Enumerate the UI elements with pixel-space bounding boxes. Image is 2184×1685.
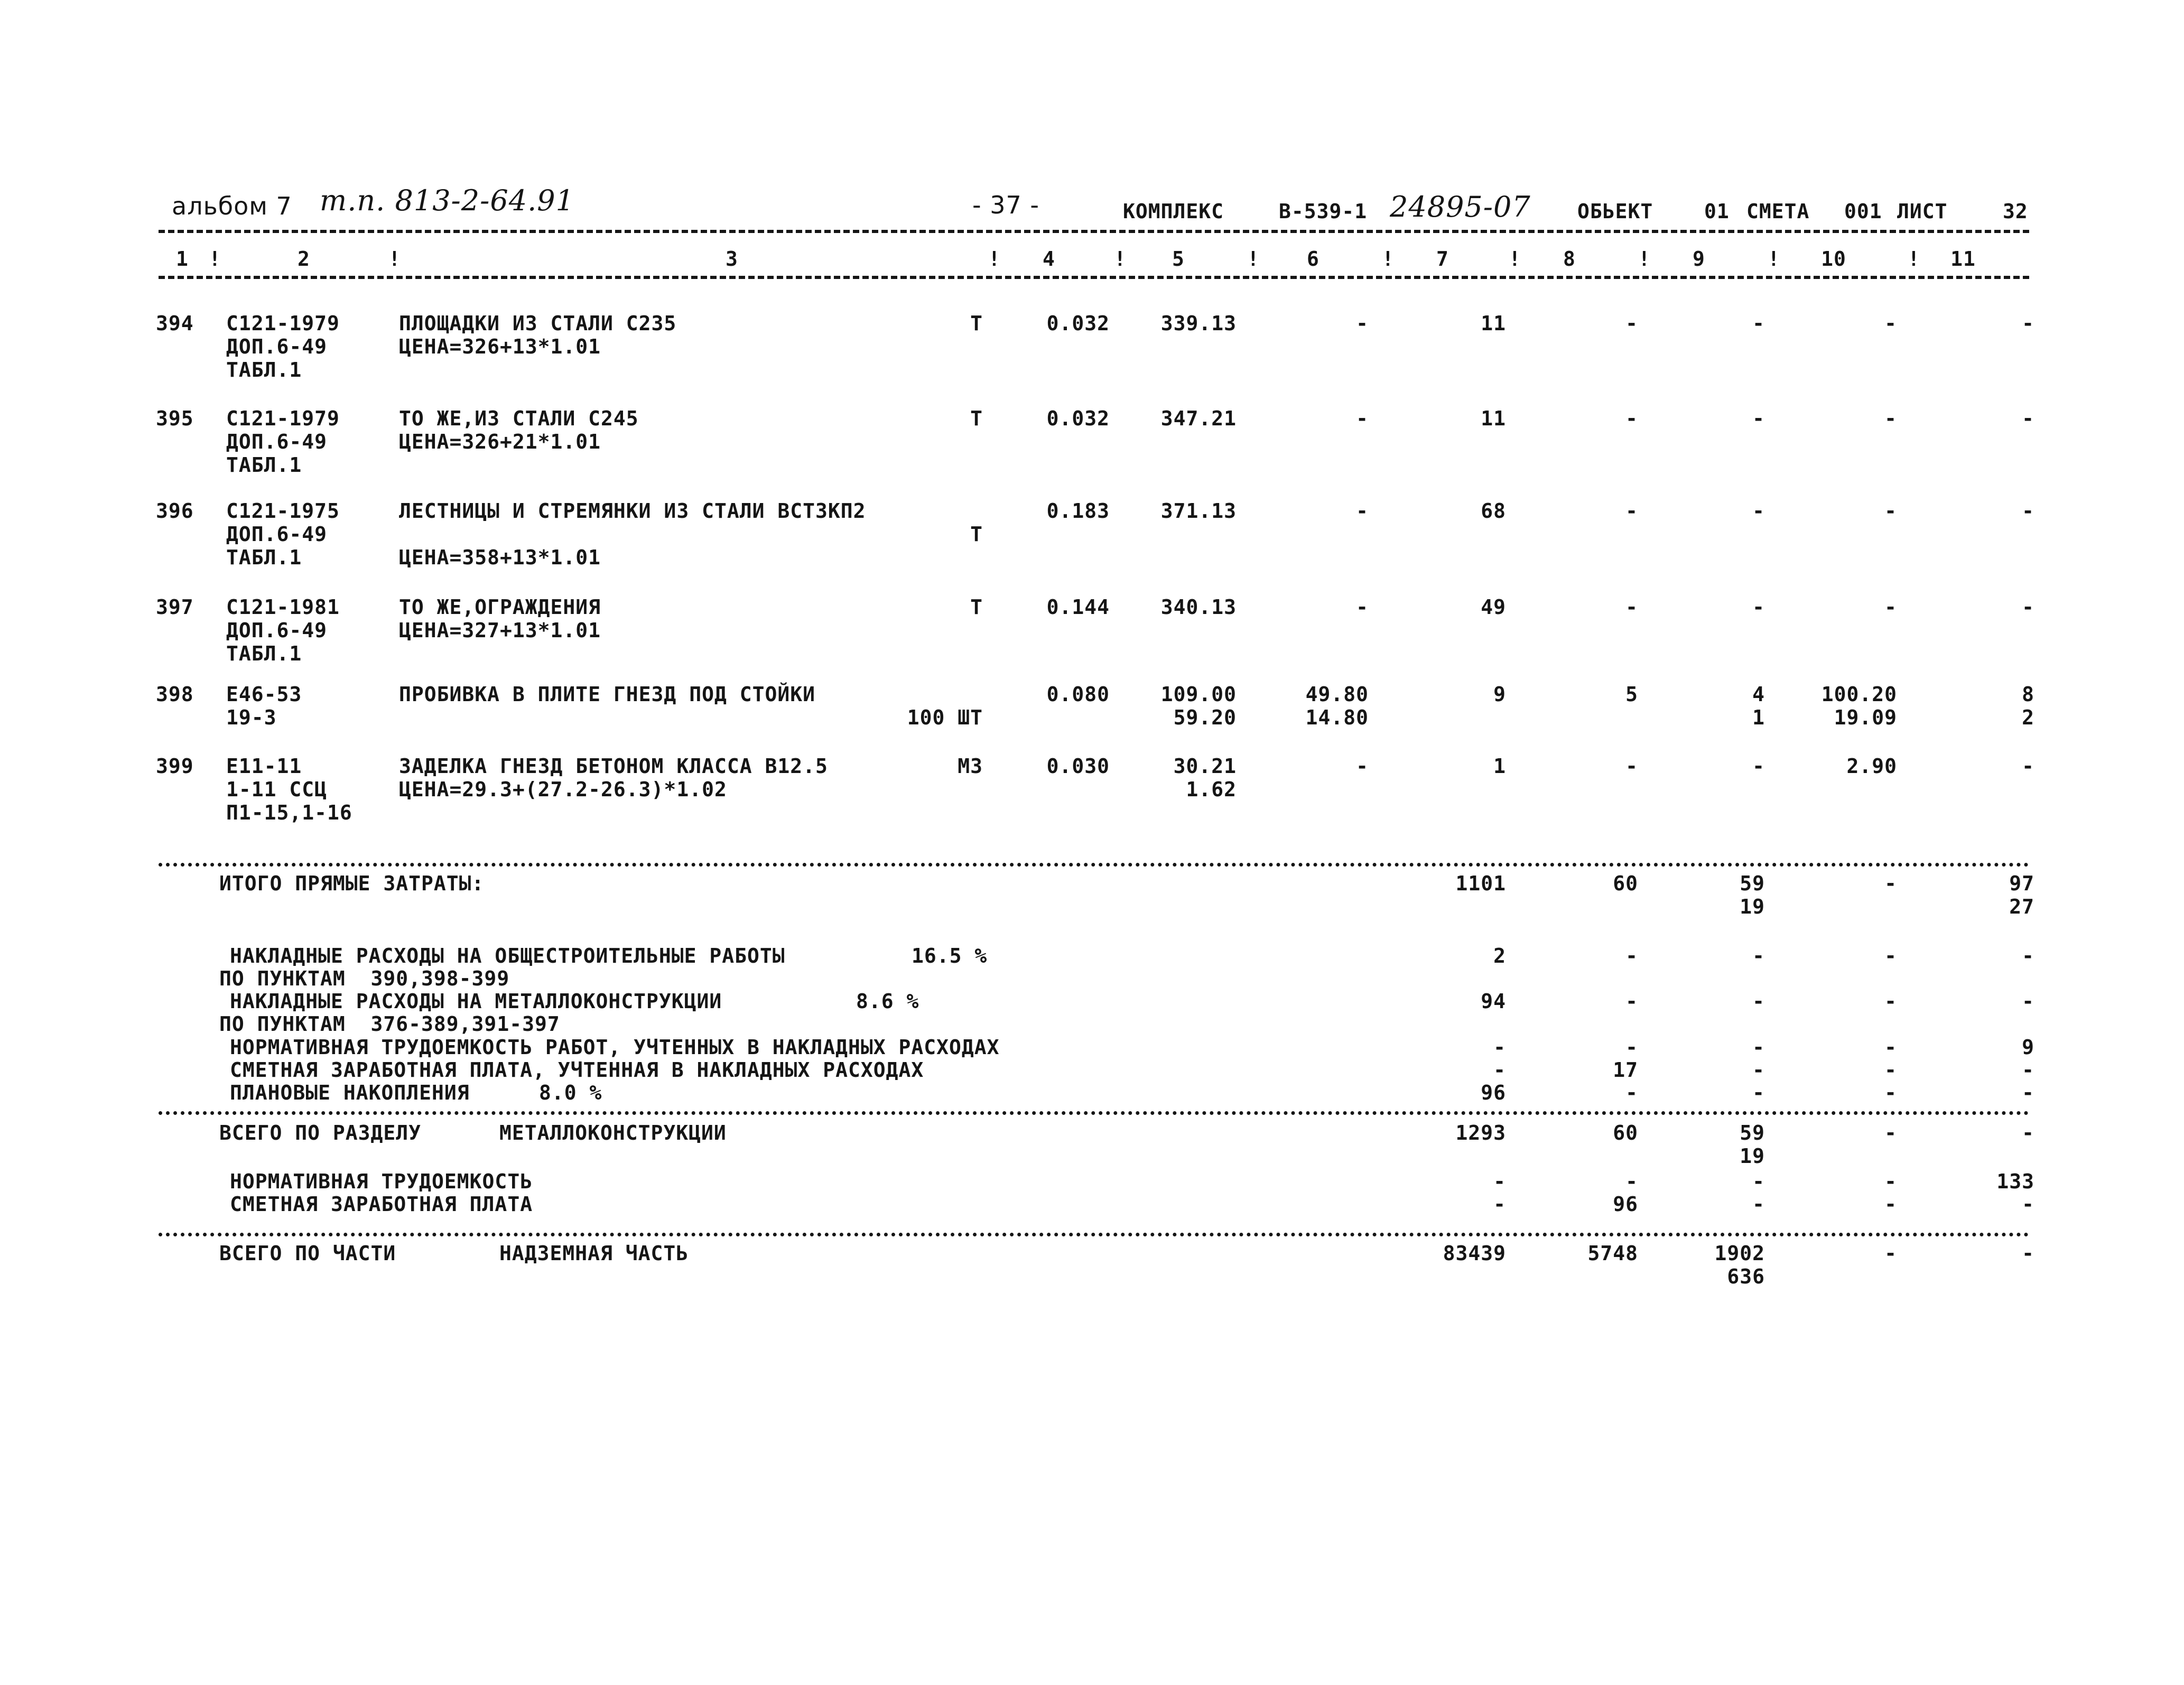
overhead-label: СМЕТНАЯ ЗАРАБОТНАЯ ПЛАТА, УЧТЕННАЯ В НАКЛАДНЫХ РАСХОДАХ — [230, 1058, 924, 1082]
tp-number-handwritten: т.п. 813-2-64.91 — [320, 184, 574, 217]
chast-col11: - — [2022, 1242, 2034, 1265]
column-separator: ! — [1114, 247, 1127, 271]
row-col11: 8 — [2022, 683, 2034, 706]
row-description: ЦЕНА=327+13*1.01 — [399, 619, 601, 642]
row-quantity: 0.032 — [1046, 312, 1110, 335]
column-separator: ! — [1768, 247, 1780, 271]
row-description: ЦЕНА=326+13*1.01 — [399, 335, 601, 358]
row-col9: - — [1752, 755, 1765, 778]
overhead-c7: 94 — [1481, 990, 1506, 1013]
row-unit-cost: 371.13 — [1160, 499, 1237, 523]
row-col11: - — [2022, 595, 2034, 619]
row-description: ЛЕСТНИЦЫ И СТРЕМЯНКИ ИЗ СТАЛИ ВСТ3КП2 — [399, 499, 866, 523]
summary-rule — [159, 863, 2029, 867]
itogo-col9: 19 — [1740, 895, 1765, 918]
column-header-4: 4 — [1043, 247, 1055, 271]
row-col8: 5 — [1625, 683, 1638, 706]
row-col6: 14.80 — [1305, 706, 1369, 729]
row-col11: - — [2022, 407, 2034, 430]
overhead-c7: - — [1493, 1036, 1506, 1059]
overhead-c9: - — [1752, 1058, 1765, 1082]
overhead-label: ПЛАНОВЫЕ НАКОПЛЕНИЯ — [230, 1081, 470, 1104]
row-col9: - — [1752, 312, 1765, 335]
row-col6: - — [1356, 755, 1369, 778]
row-unit: М3 — [958, 755, 983, 778]
itogo-col10: - — [1884, 872, 1897, 895]
overhead-c7: - — [1493, 1058, 1506, 1082]
row-unit-cost: 109.00 — [1160, 683, 1237, 706]
row-col8: - — [1625, 755, 1638, 778]
row-total-cost: 11 — [1481, 312, 1506, 335]
row-norm-code: ДОП.6-49 — [226, 619, 328, 642]
kompleks-code: В-539-1 — [1279, 200, 1368, 223]
row-norm-code: ТАБЛ.1 — [226, 642, 302, 665]
column-header-1: 1 — [176, 247, 189, 271]
row-col11: 2 — [2022, 706, 2034, 729]
razdel-rule — [159, 1111, 2029, 1115]
row-total-cost: 68 — [1481, 499, 1506, 523]
row-unit: 100 ШТ — [907, 706, 983, 729]
column-separator: ! — [1638, 247, 1651, 271]
row-unit: Т — [970, 312, 983, 335]
row-total-cost: 9 — [1493, 683, 1506, 706]
row-col10: 100.20 — [1821, 683, 1897, 706]
column-separator: ! — [1382, 247, 1395, 271]
overhead-c11: 9 — [2022, 1036, 2034, 1059]
row-unit-cost: 339.13 — [1160, 312, 1237, 335]
razdel-col11: - — [2022, 1121, 2034, 1144]
razdel-extra-c7: - — [1493, 1170, 1506, 1193]
row-unit: Т — [970, 407, 983, 430]
row-col9: - — [1752, 499, 1765, 523]
kompleks-label: КОМПЛЕКС — [1123, 200, 1224, 223]
overhead-c11: - — [2022, 1081, 2034, 1104]
column-separator: ! — [1509, 247, 1521, 271]
list-number: 32 — [2003, 200, 2028, 223]
row-unit-cost: 340.13 — [1160, 595, 1237, 619]
row-quantity: 0.030 — [1046, 755, 1110, 778]
overhead-c8: 17 — [1613, 1058, 1638, 1082]
row-norm-code: ТАБЛ.1 — [226, 453, 302, 477]
row-norm-code: ТАБЛ.1 — [226, 546, 302, 569]
row-description: ТО ЖЕ,ОГРАЖДЕНИЯ — [399, 595, 601, 619]
row-description: ЦЕНА=326+21*1.01 — [399, 430, 601, 453]
row-unit: Т — [970, 595, 983, 619]
overhead-c8: - — [1625, 1036, 1638, 1059]
stamp-number-handwritten: 24895-07 — [1390, 190, 1531, 224]
overhead-c11: - — [2022, 1058, 2034, 1082]
row-unit: Т — [970, 523, 983, 546]
razdel-extra-c8: - — [1625, 1170, 1638, 1193]
header-rule-bottom — [159, 276, 2029, 279]
overhead-c9: - — [1752, 1036, 1765, 1059]
row-col6: - — [1356, 595, 1369, 619]
row-quantity: 0.032 — [1046, 407, 1110, 430]
row-col10: 2.90 — [1846, 755, 1897, 778]
razdel-extra-label: СМЕТНАЯ ЗАРАБОТНАЯ ПЛАТА — [230, 1193, 533, 1216]
overhead-c8: - — [1625, 990, 1638, 1013]
overhead-c7: 2 — [1493, 944, 1506, 967]
overhead-c10: - — [1884, 1058, 1897, 1082]
row-norm-code: С121-1979 — [226, 312, 340, 335]
row-norm-code: 19-3 — [226, 706, 277, 729]
row-col6: - — [1356, 407, 1369, 430]
chast-rule — [159, 1233, 2029, 1236]
overhead-c10: - — [1884, 1036, 1897, 1059]
chast-name: НАДЗЕМНАЯ ЧАСТЬ — [499, 1242, 689, 1265]
razdel-col7: 1293 — [1455, 1121, 1506, 1144]
razdel-extra-c10: - — [1884, 1170, 1897, 1193]
row-quantity: 0.183 — [1046, 499, 1110, 523]
column-header-5: 5 — [1172, 247, 1185, 271]
page-number: - 37 - — [972, 191, 1039, 219]
row-col11: - — [2022, 499, 2034, 523]
overhead-c7: 96 — [1481, 1081, 1506, 1104]
itogo-label: ИТОГО ПРЯМЫЕ ЗАТРАТЫ: — [219, 872, 485, 895]
razdel-extra-c9: - — [1752, 1170, 1765, 1193]
column-separator: ! — [1247, 247, 1260, 271]
razdel-extra-label: НОРМАТИВНАЯ ТРУДОЕМКОСТЬ — [230, 1170, 533, 1193]
row-unit-cost: 30.21 — [1173, 755, 1237, 778]
smeta-number: 001 — [1844, 200, 1882, 223]
row-norm-code: ДОП.6-49 — [226, 335, 328, 358]
razdel-extra-c11: 133 — [1996, 1170, 2034, 1193]
obekt-label: ОБЬЕКТ — [1577, 200, 1653, 223]
chast-label: ВСЕГО ПО ЧАСТИ — [219, 1242, 396, 1265]
album-label: альбом 7 — [172, 192, 292, 220]
row-col6: 49.80 — [1305, 683, 1369, 706]
chast-col10: - — [1884, 1242, 1897, 1265]
row-col9: 1 — [1752, 706, 1765, 729]
column-separator: ! — [209, 247, 221, 271]
overhead-c10: - — [1884, 1081, 1897, 1104]
row-col10: - — [1884, 407, 1897, 430]
list-label: ЛИСТ — [1897, 200, 1948, 223]
column-header-8: 8 — [1563, 247, 1576, 271]
overhead-c10: - — [1884, 944, 1897, 967]
overhead-label: ПО ПУНКТАМ 376-389,391-397 — [219, 1012, 560, 1036]
row-col10: - — [1884, 499, 1897, 523]
row-col10: - — [1884, 595, 1897, 619]
column-separator: ! — [988, 247, 1001, 271]
row-col8: - — [1625, 407, 1638, 430]
chast-col9: 1902 — [1714, 1242, 1765, 1265]
smeta-label: СМЕТА — [1746, 200, 1810, 223]
overhead-c11: - — [2022, 944, 2034, 967]
overhead-label: ПО ПУНКТАМ 390,398-399 — [219, 967, 510, 990]
overhead-c9: - — [1752, 1081, 1765, 1104]
row-quantity: 0.080 — [1046, 683, 1110, 706]
overhead-percent: 16.5 % — [912, 944, 988, 967]
column-header-7: 7 — [1436, 247, 1449, 271]
row-col6: - — [1356, 312, 1369, 335]
overhead-c10: - — [1884, 990, 1897, 1013]
chast-col9: 636 — [1727, 1265, 1765, 1288]
row-description: ТО ЖЕ,ИЗ СТАЛИ С245 — [399, 407, 639, 430]
column-header-10: 10 — [1821, 247, 1846, 271]
overhead-c9: - — [1752, 944, 1765, 967]
column-header-3: 3 — [726, 247, 738, 271]
row-col9: - — [1752, 595, 1765, 619]
chast-col7: 83439 — [1443, 1242, 1506, 1265]
row-col6: - — [1356, 499, 1369, 523]
row-col9: - — [1752, 407, 1765, 430]
column-header-6: 6 — [1307, 247, 1319, 271]
razdel-col9: 59 — [1740, 1121, 1765, 1144]
row-number: 398 — [156, 683, 194, 706]
row-norm-code: ТАБЛ.1 — [226, 358, 302, 381]
itogo-col11: 97 — [2009, 872, 2034, 895]
row-col10: 19.09 — [1834, 706, 1897, 729]
overhead-c11: - — [2022, 990, 2034, 1013]
row-norm-code: 1-11 ССЦ — [226, 778, 328, 801]
razdel-extra-c9: - — [1752, 1193, 1765, 1216]
row-unit-cost: 347.21 — [1160, 407, 1237, 430]
row-norm-code: С121-1979 — [226, 407, 340, 430]
razdel-col10: - — [1884, 1121, 1897, 1144]
column-header-2: 2 — [298, 247, 310, 271]
overhead-label: НАКЛАДНЫЕ РАСХОДЫ НА МЕТАЛЛОКОНСТРУКЦИИ — [230, 990, 722, 1013]
row-norm-code: Е46-53 — [226, 683, 302, 706]
row-norm-code: С121-1975 — [226, 499, 340, 523]
row-col8: - — [1625, 312, 1638, 335]
row-total-cost: 49 — [1481, 595, 1506, 619]
row-col10: - — [1884, 312, 1897, 335]
razdel-extra-c7: - — [1493, 1193, 1506, 1216]
column-separator: ! — [388, 247, 401, 271]
razdel-extra-c10: - — [1884, 1193, 1897, 1216]
overhead-c9: - — [1752, 990, 1765, 1013]
razdel-col8: 60 — [1613, 1121, 1638, 1144]
header-rule-top — [159, 230, 2029, 233]
overhead-label: НАКЛАДНЫЕ РАСХОДЫ НА ОБЩЕСТРОИТЕЛЬНЫЕ РАБОТЫ — [230, 944, 785, 967]
row-unit-cost: 1.62 — [1186, 778, 1237, 801]
overhead-percent: 8.6 % — [856, 990, 919, 1013]
row-col9: 4 — [1752, 683, 1765, 706]
row-description: ЦЕНА=29.3+(27.2-26.3)*1.02 — [399, 778, 727, 801]
row-number: 395 — [156, 407, 194, 430]
itogo-col11: 27 — [2009, 895, 2034, 918]
overhead-c8: - — [1625, 1081, 1638, 1104]
row-col8: - — [1625, 595, 1638, 619]
row-col11: - — [2022, 755, 2034, 778]
row-quantity: 0.144 — [1046, 595, 1110, 619]
row-number: 394 — [156, 312, 194, 335]
row-norm-code: ДОП.6-49 — [226, 430, 328, 453]
column-header-9: 9 — [1693, 247, 1705, 271]
razdel-label: ВСЕГО ПО РАЗДЕЛУ — [219, 1121, 422, 1144]
column-header-11: 11 — [1950, 247, 1976, 271]
row-description: ПРОБИВКА В ПЛИТЕ ГНЕЗД ПОД СТОЙКИ — [399, 683, 815, 706]
row-description: ЗАДЕЛКА ГНЕЗД БЕТОНОМ КЛАССА В12.5 — [399, 755, 828, 778]
row-total-cost: 1 — [1493, 755, 1506, 778]
row-number: 399 — [156, 755, 194, 778]
row-norm-code: ДОП.6-49 — [226, 523, 328, 546]
overhead-c8: - — [1625, 944, 1638, 967]
itogo-col7: 1101 — [1455, 872, 1506, 895]
razdel-extra-c8: 96 — [1613, 1193, 1638, 1216]
row-description: ЦЕНА=358+13*1.01 — [399, 546, 601, 569]
itogo-col9: 59 — [1740, 872, 1765, 895]
row-number: 396 — [156, 499, 194, 523]
razdel-col9: 19 — [1740, 1144, 1765, 1168]
row-col8: - — [1625, 499, 1638, 523]
overhead-label: НОРМАТИВНАЯ ТРУДОЕМКОСТЬ РАБОТ, УЧТЕННЫХ В НАКЛАДНЫХ РАСХОДАХ — [230, 1036, 1000, 1059]
chast-col8: 5748 — [1587, 1242, 1638, 1265]
razdel-extra-c11: - — [2022, 1193, 2034, 1216]
row-unit-cost: 59.20 — [1173, 706, 1237, 729]
column-separator: ! — [1908, 247, 1920, 271]
row-norm-code: П1-15,1-16 — [226, 801, 352, 824]
overhead-percent: 8.0 % — [539, 1081, 602, 1104]
row-norm-code: С121-1981 — [226, 595, 340, 619]
row-total-cost: 11 — [1481, 407, 1506, 430]
row-norm-code: Е11-11 — [226, 755, 302, 778]
row-description: ПЛОЩАДКИ ИЗ СТАЛИ С235 — [399, 312, 677, 335]
row-number: 397 — [156, 595, 194, 619]
row-col11: - — [2022, 312, 2034, 335]
itogo-col8: 60 — [1613, 872, 1638, 895]
obekt-number: 01 — [1704, 200, 1730, 223]
razdel-name: МЕТАЛЛОКОНСТРУКЦИИ — [499, 1121, 727, 1144]
